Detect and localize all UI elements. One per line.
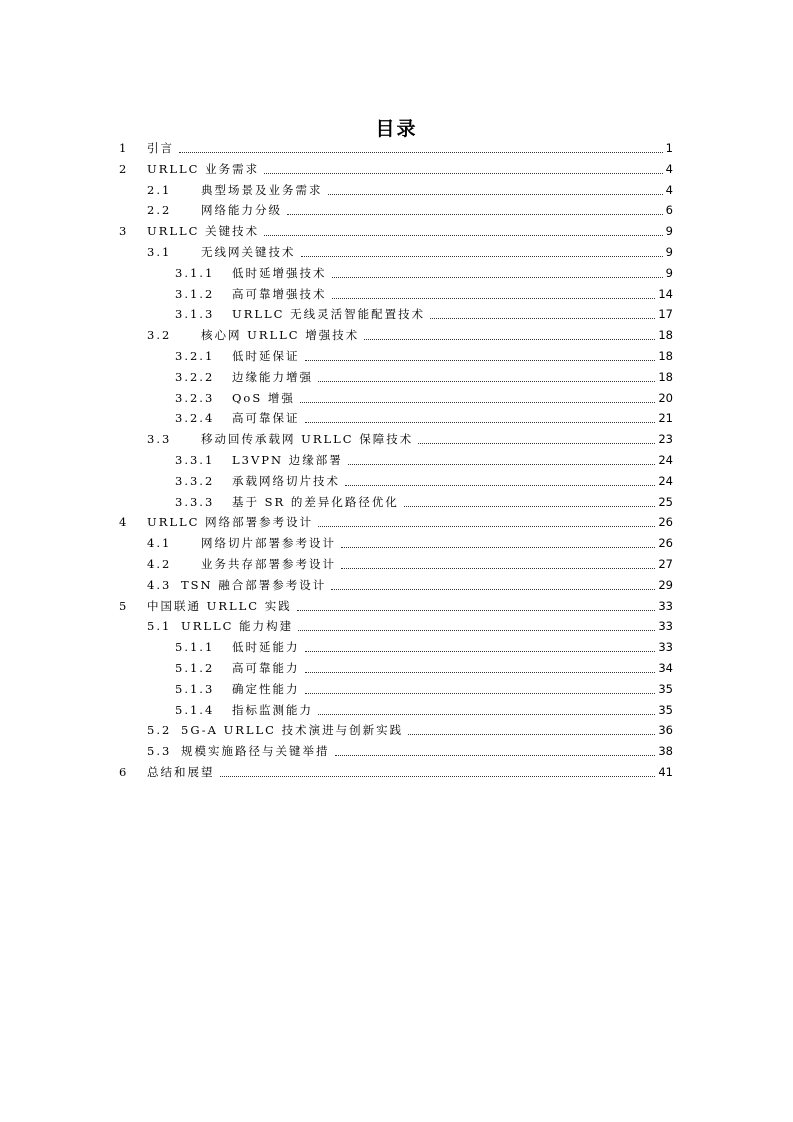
toc-entry[interactable]	[0, 533, 793, 554]
toc-entry-label: 高可靠能力	[232, 661, 300, 675]
toc-dot-leader	[318, 381, 655, 382]
toc-entry-page: 35	[658, 702, 673, 717]
toc-entry-text	[181, 618, 673, 635]
toc-entry-label: 规模实施路径与关键举措	[181, 744, 330, 759]
toc-entry[interactable]	[0, 700, 793, 721]
toc-entry-text	[232, 390, 673, 407]
toc-entry[interactable]	[0, 492, 793, 513]
toc-entry[interactable]	[0, 138, 793, 159]
toc-entry-number: 5.1.1	[175, 640, 215, 655]
toc-entry-label: 低时延增强技术	[232, 265, 327, 280]
toc-entry-text	[232, 410, 673, 427]
toc-entry-page: 9	[665, 265, 673, 280]
toc-dot-leader	[418, 443, 655, 444]
toc-entry[interactable]	[0, 741, 793, 762]
toc-entry-text	[232, 306, 673, 323]
toc-entry-label: URLLC 无线灵活智能配置技术	[232, 307, 426, 322]
toc-entry-number: 3.1.2	[175, 286, 215, 301]
toc-entry[interactable]	[0, 408, 793, 429]
toc-entry-text	[232, 681, 673, 698]
toc-dot-leader	[430, 318, 655, 319]
toc-dot-leader	[305, 693, 656, 694]
toc-entry-text	[181, 743, 673, 760]
toc-entry[interactable]	[0, 325, 793, 346]
table-of-contents	[0, 138, 793, 788]
toc-entry-number: 3.2.3	[175, 390, 215, 405]
toc-entry-page: 33	[658, 598, 673, 613]
toc-entry-text	[147, 764, 673, 781]
toc-entry-number: 6	[119, 765, 129, 779]
toc-entry[interactable]	[0, 596, 793, 617]
toc-entry-label: 低时延能力	[232, 640, 300, 655]
toc-entry-label: 典型场景及业务需求	[201, 182, 323, 197]
toc-entry[interactable]	[0, 200, 793, 221]
toc-entry-page: 20	[658, 390, 673, 405]
toc-entry-text	[232, 473, 673, 490]
toc-entry[interactable]	[0, 284, 793, 305]
toc-entry-page: 35	[658, 681, 673, 696]
toc-entry[interactable]	[0, 388, 793, 409]
toc-entry[interactable]	[0, 346, 793, 367]
toc-dot-leader	[332, 298, 656, 299]
toc-dot-leader	[318, 714, 655, 715]
toc-entry-page: 18	[658, 349, 673, 363]
toc-entry-label: URLLC 业务需求	[147, 161, 260, 176]
toc-entry[interactable]	[0, 367, 793, 388]
toc-entry-label: 总结和展望	[147, 765, 215, 779]
toc-dot-leader	[345, 485, 655, 486]
toc-dot-leader	[332, 277, 663, 278]
toc-entry-number: 4.1	[147, 536, 172, 551]
toc-dot-leader	[220, 776, 656, 777]
toc-entry[interactable]	[0, 242, 793, 263]
toc-entry-number: 5.2	[147, 723, 172, 738]
toc-entry-text	[201, 202, 673, 219]
toc-entry-text	[232, 639, 673, 656]
toc-entry[interactable]	[0, 180, 793, 201]
toc-entry-text	[232, 348, 673, 365]
toc-dot-leader	[297, 610, 656, 611]
toc-entry-label: 业务共存部署参考设计	[201, 557, 336, 571]
toc-entry-page: 25	[658, 494, 673, 509]
toc-entry-page: 29	[658, 577, 673, 592]
toc-entry-text	[232, 660, 673, 677]
toc-entry-page: 1	[665, 141, 673, 155]
toc-dot-leader	[300, 402, 655, 403]
toc-dot-leader	[404, 506, 656, 507]
toc-entry-number: 4	[119, 515, 129, 530]
toc-entry-text	[147, 223, 673, 240]
toc-entry[interactable]	[0, 554, 793, 575]
toc-entry-page: 9	[665, 224, 673, 239]
toc-entry-label: 中国联通 URLLC 实践	[147, 598, 292, 613]
toc-entry-page: 6	[665, 203, 673, 218]
toc-entry-number: 3.1.1	[175, 265, 215, 280]
toc-entry-label: 高可靠增强技术	[232, 286, 327, 301]
toc-entry-text	[201, 535, 673, 552]
toc-dot-leader	[408, 734, 655, 735]
toc-entry-text	[181, 722, 673, 739]
toc-entry-text	[147, 598, 673, 615]
toc-entry-number: 3.1.3	[175, 307, 215, 322]
toc-dot-leader	[305, 422, 656, 423]
toc-dot-leader	[305, 651, 656, 652]
toc-entry-number: 4.2	[147, 557, 172, 571]
toc-dot-leader	[264, 235, 663, 236]
toc-entry-text	[232, 494, 673, 511]
toc-entry-text	[201, 182, 673, 199]
toc-entry-label: 引言	[147, 141, 174, 155]
toc-entry-text	[232, 286, 673, 303]
toc-dot-leader	[348, 464, 656, 465]
toc-entry-label: 移动回传承载网 URLLC 保障技术	[201, 432, 414, 447]
toc-entry-number: 3.3	[147, 432, 172, 447]
toc-entry-text	[201, 431, 673, 448]
toc-entry-number: 3.3.2	[175, 473, 215, 488]
toc-entry-text	[232, 369, 673, 386]
toc-entry-page: 26	[658, 536, 673, 551]
toc-entry-page: 33	[658, 640, 673, 655]
toc-entry-number: 5	[119, 598, 129, 613]
toc-entry-page: 4	[665, 182, 673, 197]
toc-dot-leader	[341, 547, 655, 548]
toc-entry-number: 5.1.3	[175, 681, 215, 696]
toc-dot-leader	[298, 630, 655, 631]
toc-entry-label: 5G-A URLLC 技术演进与创新实践	[181, 723, 404, 738]
toc-entry-label: 核心网 URLLC 增强技术	[201, 328, 360, 343]
toc-entry-page: 33	[658, 619, 673, 634]
toc-entry-label: URLLC 能力构建	[181, 619, 294, 634]
toc-entry-page: 21	[658, 411, 673, 426]
toc-entry-text	[201, 244, 673, 261]
toc-entry[interactable]	[0, 450, 793, 471]
toc-entry-number: 3	[119, 224, 129, 239]
toc-entry-number: 2.2	[147, 203, 172, 218]
toc-entry-number: 5.3	[147, 744, 172, 759]
toc-entry[interactable]	[0, 720, 793, 741]
toc-entry-label: 基于 SR 的差异化路径优化	[232, 494, 399, 509]
toc-entry[interactable]	[0, 221, 793, 242]
toc-entry[interactable]	[0, 304, 793, 325]
toc-entry[interactable]	[0, 429, 793, 450]
toc-entry[interactable]	[0, 616, 793, 637]
toc-entry-label: 网络切片部署参考设计	[201, 536, 336, 551]
toc-entry-number: 3.3.3	[175, 494, 215, 509]
toc-entry-number: 3.2	[147, 328, 172, 343]
toc-entry-label: URLLC 网络部署参考设计	[147, 515, 314, 530]
toc-dot-leader	[264, 173, 663, 174]
toc-dot-leader	[364, 339, 655, 340]
toc-dot-leader	[331, 589, 655, 590]
toc-entry-label: URLLC 关键技术	[147, 224, 260, 239]
toc-entry[interactable]	[0, 512, 793, 533]
toc-entry-page: 34	[658, 661, 673, 675]
toc-entry-label: L3VPN 边缘部署	[232, 453, 343, 467]
toc-entry-page: 4	[665, 161, 673, 176]
toc-entry[interactable]	[0, 762, 793, 783]
toc-entry-number: 5.1.4	[175, 702, 215, 717]
toc-entry-page: 26	[658, 515, 673, 530]
toc-entry-label: 边缘能力增强	[232, 369, 313, 384]
toc-entry-label: 低时延保证	[232, 349, 300, 363]
toc-entry-page: 41	[658, 765, 673, 779]
toc-entry-text	[147, 514, 673, 531]
toc-entry-page: 14	[658, 286, 673, 301]
toc-entry-text	[232, 265, 673, 282]
toc-entry[interactable]	[0, 159, 793, 180]
toc-dot-leader	[318, 526, 655, 527]
toc-dot-leader	[305, 360, 656, 361]
toc-dot-leader	[179, 152, 663, 153]
toc-entry-label: TSN 融合部署参考设计	[181, 577, 327, 592]
toc-entry-number: 3.2.4	[175, 411, 215, 426]
toc-entry[interactable]	[0, 471, 793, 492]
toc-entry-page: 9	[665, 245, 673, 259]
toc-entry-page: 38	[658, 744, 673, 759]
toc-entry-label: 网络能力分级	[201, 203, 282, 218]
toc-entry-label: 无线网关键技术	[201, 245, 296, 259]
toc-entry-number: 4.3	[147, 577, 172, 592]
toc-entry-text	[147, 140, 673, 157]
toc-entry[interactable]	[0, 658, 793, 679]
toc-dot-leader	[287, 214, 663, 215]
toc-entry-page: 24	[658, 473, 673, 488]
toc-entry-number: 5.1.2	[175, 661, 215, 675]
toc-entry-label: 高可靠保证	[232, 411, 300, 426]
toc-entry-page: 17	[658, 307, 673, 322]
toc-entry-page: 23	[658, 432, 673, 447]
toc-entry-number: 2	[119, 161, 129, 176]
toc-entry-label: QoS 增强	[232, 390, 295, 405]
toc-entry-text	[232, 452, 673, 469]
toc-entry[interactable]	[0, 637, 793, 658]
toc-entry-number: 3.1	[147, 245, 172, 259]
toc-entry-page: 18	[658, 369, 673, 384]
toc-entry-label: 确定性能力	[232, 681, 300, 696]
toc-entry-text	[201, 327, 673, 344]
toc-entry-page: 36	[658, 723, 673, 738]
toc-entry[interactable]	[0, 263, 793, 284]
toc-dot-leader	[301, 256, 663, 257]
toc-entry-label: 指标监测能力	[232, 702, 313, 717]
toc-dot-leader	[305, 672, 656, 673]
toc-entry-number: 2.1	[147, 182, 172, 197]
toc-entry-number: 3.2.2	[175, 369, 215, 384]
toc-entry-page: 24	[658, 453, 673, 467]
toc-dot-leader	[341, 568, 655, 569]
toc-entry-text	[147, 161, 673, 178]
toc-entry-text	[201, 556, 673, 573]
toc-entry-text	[181, 577, 673, 594]
toc-dot-leader	[335, 755, 656, 756]
toc-entry-page: 27	[658, 557, 673, 571]
toc-entry-number: 3.3.1	[175, 453, 215, 467]
toc-dot-leader	[328, 194, 663, 195]
toc-entry-number: 5.1	[147, 619, 172, 634]
toc-entry-text	[232, 702, 673, 719]
toc-title: 目录	[375, 117, 418, 140]
toc-entry-number: 3.2.1	[175, 349, 215, 363]
toc-entry[interactable]	[0, 679, 793, 700]
toc-entry-number: 1	[119, 141, 129, 155]
toc-entry[interactable]	[0, 575, 793, 596]
toc-entry-page: 18	[658, 328, 673, 343]
toc-entry-label: 承载网络切片技术	[232, 473, 340, 488]
